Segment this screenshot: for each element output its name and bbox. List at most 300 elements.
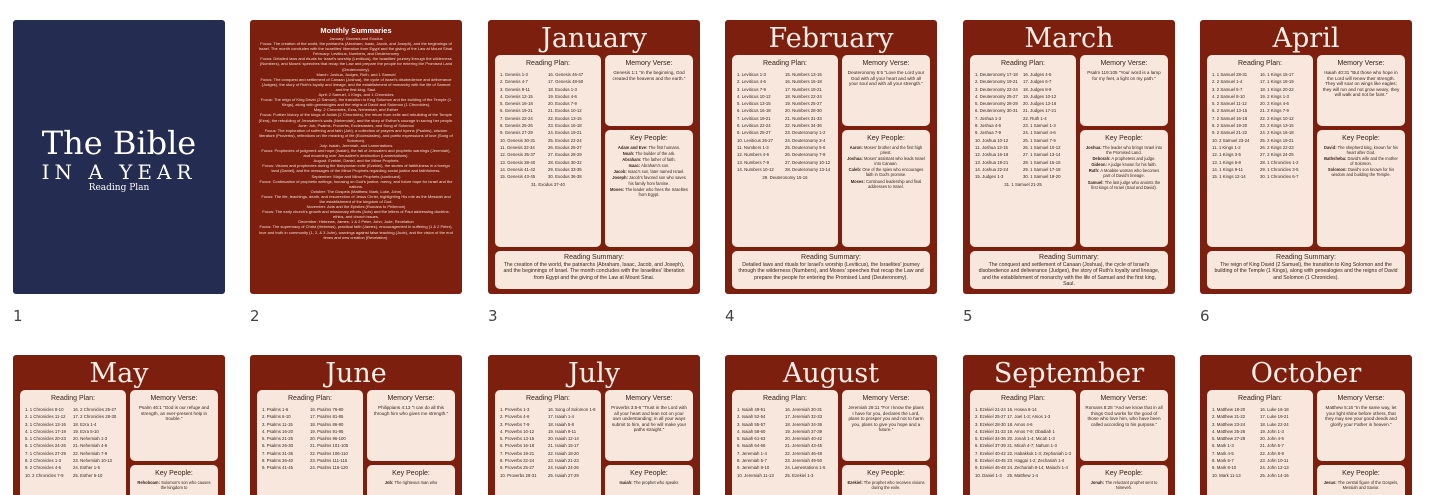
summary-paragraph: Focus: The exploration of suffering and faith (Job), a collection of prayers and hymns (Psalms), wisdom literature (Proverbs), reflections on the meaning of life (Ecclesiastes), and poetic expressions of love (Song of Solomon). [259, 127, 453, 143]
reading-plan-item: 10. Daniel 1-3 [975, 472, 1002, 478]
reading-plan-column [785, 71, 833, 173]
reading-plan-item: 4. Matthew 25-26 [1212, 428, 1246, 434]
cover-title: The Bible [41, 124, 197, 162]
key-people-panel [130, 465, 218, 495]
reading-plan-item: 18. Numbers 22-24 [785, 93, 822, 99]
page-number: 2 [250, 307, 260, 325]
reading-plan-item: 8. Joshua 4-6 [975, 123, 1002, 129]
reading-plan-item: 23. Jeremiah 49-50 [785, 458, 823, 464]
memory-verse-title: Memory Verse: [625, 395, 673, 402]
reading-plan-item: 24. Isaiah 24-26 [548, 465, 579, 471]
reading-plan-item: 14. 1 Kings 9-11 [1212, 166, 1243, 172]
reading-plan-item: 24. Deuteronomy 3-4 [785, 137, 826, 143]
reading-plan-item: 26. Exodus 25-27 [548, 144, 582, 150]
key-person: Jacob: Isaac's son, later named Israel. [613, 169, 685, 175]
reading-plan-item: 8. Psalms 36-40 [262, 458, 294, 464]
reading-plan-columns [970, 402, 1076, 479]
reading-plan-item: 1. 1 Samuel 28-31 [1212, 72, 1248, 77]
reading-plan-item: 18. Exodus 1-3 [548, 86, 577, 92]
reading-plan-title: Reading Plan: [1238, 395, 1282, 402]
reading-plan-item: 5. Matthew 27-28 [1212, 436, 1246, 442]
reading-plan-item: 31. 1 Samuel 21-25 [1004, 182, 1042, 188]
reading-plan-item: 9. Joshua 7-9 [975, 130, 1002, 136]
reading-plan-item: 14. Numbers 10-12 [737, 166, 774, 172]
reading-plan-item: 5. 1 Chronicles 20-23 [25, 436, 66, 442]
reading-plan-item: 1. Matthew 18-20 [1212, 407, 1246, 412]
reading-plan-item: 22. Isaiah 18-20 [548, 450, 579, 456]
reading-plan-item: 6. Mark 1-3 [1212, 443, 1234, 449]
reading-plan-item: 20. Isaiah 12-14 [548, 436, 579, 442]
page-thumbnail-january[interactable] [488, 20, 700, 294]
memory-verse-text: Deuteronomy 6:5 "Love the Lord your God with all your heart and with all your soul and with all your strength." [847, 70, 925, 87]
key-person: Isaiah: The prophet who speaks [619, 480, 679, 485]
reading-plan-panel [495, 390, 601, 495]
memory-verse-text: Psalm 119:105 "Your word is a lamp for my feet, a light on my path." [1087, 70, 1161, 81]
reading-plan-item: 20. Judges 13-16 [1023, 101, 1057, 107]
reading-plan-item: 10. Genesis 30-31 [500, 137, 536, 143]
reading-plan-item: 9. Mark 8-10 [1212, 465, 1237, 471]
reading-plan-item: 2. Proverbs 4-6 [500, 414, 530, 420]
reading-plan-item: 9. 2 Samuel 21-22 [1212, 130, 1248, 136]
reading-plan-item: 25. Matthew 1-4 [1007, 472, 1039, 478]
reading-plan-columns [970, 67, 1076, 180]
memory-verse-title: Memory Verse: [1100, 60, 1148, 67]
reading-plan-item: 22. Ruth 1-4 [1023, 115, 1047, 121]
reading-plan-item: 27. 1 Samuel 13-14 [1023, 152, 1061, 158]
key-person: Joshua: Moses' assistant who leads Israel into Canaan. [847, 156, 925, 167]
reading-plan-columns [495, 67, 601, 180]
reading-plan-item: 9. 2 Chronicles 4-6 [25, 465, 62, 471]
reading-plan-item: 2. Isaiah 52-54 [737, 414, 766, 420]
reading-plan-item: 24. Psalms 116-120 [310, 465, 348, 471]
reading-plan-column [737, 406, 785, 479]
reading-plan-item: 27. Deuteronomy 10-12 [785, 159, 831, 165]
key-person: Rehoboam: Solomon's son who causes the kingdom to [137, 480, 211, 491]
reading-plan-title: Reading Plan: [1001, 395, 1045, 402]
reading-plan-item: 2. Psalms 6-10 [262, 414, 291, 420]
page-number: 1 [13, 307, 23, 325]
reading-plan-item: 20. Psalms 96-100 [310, 436, 346, 442]
reading-summary-panel [1207, 251, 1405, 289]
reading-plan-item: 10. Joshua 10-12 [975, 137, 1009, 143]
reading-plan-item: 4. Proverbs 10-12 [500, 428, 535, 434]
reading-plan-title: Reading Plan: [1001, 60, 1045, 67]
memory-verse-text: Philippians 4:13 "I can do all this through him who gives me strength." [373, 405, 449, 416]
reading-plan-item: 7. Proverbs 19-21 [500, 450, 535, 456]
month-title: May [89, 358, 149, 389]
reading-plan-item: 18. 1 Kings 20-22 [1260, 86, 1294, 92]
reading-plan-item: 1. Genesis 1-3 [500, 72, 528, 77]
reading-plan-columns [732, 402, 838, 479]
summary-paragraph: Focus: Continuation of prophetic writings, focusing on God's justice, mercy, and future hope for Israel and the nations. [259, 178, 453, 189]
key-people-title: Key People: [630, 135, 668, 142]
page-thumbnail-october[interactable] [1200, 355, 1412, 495]
reading-plan-item: 4. 1 Chronicles 17-19 [25, 428, 66, 434]
reading-plan-item: 14. Genesis 41-42 [500, 166, 536, 172]
reading-plan-item: 25. Exodus 22-24 [548, 137, 582, 143]
reading-plan-column [975, 406, 1007, 479]
reading-plan-item: 29. 1 Chronicles 3-5 [1260, 166, 1299, 172]
reading-plan-title: Reading Plan: [526, 395, 570, 402]
reading-plan-columns [20, 402, 126, 479]
reading-plan-item: 11. Numbers 1-3 [737, 144, 769, 150]
reading-plan-item: 4. Leviticus 10-12 [737, 93, 771, 99]
reading-plan-item: 17. Jeremiah 32-33 [785, 414, 823, 420]
reading-plan-item: 12. Joshua 16-18 [975, 152, 1009, 158]
summary-paragraph: April: 2 Samuel, 1 Kings, and 1 Chronicles [318, 92, 394, 98]
reading-plan-item: 24. Zechariah 8-14; Malachi 1-4 [1007, 465, 1068, 471]
reading-plan-column [73, 406, 121, 479]
memory-verse-title: Memory Verse: [1337, 60, 1385, 67]
reading-plan-item: 28. 1 Samuel 15-16 [1023, 159, 1061, 165]
reading-plan-item: 2. Deuteronomy 19-21 [975, 79, 1018, 85]
reading-plan-item: 10. 2 Chronicles 7-9 [25, 472, 64, 478]
reading-plan-item: 9. Proverbs 25-27 [500, 465, 535, 471]
reading-plan-item: 3. Psalms 11-15 [262, 421, 293, 427]
key-person: Ruth: A Moabite woman who becomes part of David's lineage. [1088, 168, 1160, 179]
memory-verse-title: Memory Verse: [625, 60, 673, 67]
summaries-body [258, 36, 454, 290]
page-thumbnail-august[interactable] [725, 355, 937, 495]
reading-plan-item: 25. John 14-16 [1260, 472, 1289, 478]
reading-plan-item: 10. Leviticus 26-27 [737, 137, 774, 143]
reading-plan-item: 3. 1 Chronicles 13-16 [25, 421, 66, 427]
key-people-list [605, 477, 693, 485]
reading-plan-item: 19. Judges 10-12 [1023, 93, 1057, 99]
reading-plan-item: 24. 1 Samuel 4-6 [1023, 130, 1056, 136]
reading-plan-item: 27. 2 Kings 24-25 [1260, 152, 1294, 158]
reading-plan-panel [732, 390, 838, 495]
summary-paragraph: March: Joshua, Judges, Ruth, and 1 Samuel [316, 71, 396, 77]
reading-plan-column [1260, 406, 1308, 479]
reading-plan-title: Reading Plan: [763, 60, 807, 67]
key-people-title: Key People: [1105, 470, 1143, 477]
reading-plan-column [1260, 71, 1308, 180]
page-thumbnail-april[interactable] [1200, 20, 1412, 294]
reading-plan-item: 30. Exodus 36-38 [548, 174, 582, 180]
page-thumbnail-february[interactable] [725, 20, 937, 294]
memory-verse-text: Genesis 1:1 "In the beginning, God created the heavens and the earth." [612, 70, 686, 81]
reading-plan-item: 10. Proverbs 28-31 [500, 472, 537, 478]
summary-paragraph: February: Leviticus, Numbers, and Deuteronomy [312, 51, 400, 57]
reading-plan-item: 17. Psalms 81-85 [310, 414, 344, 420]
reading-plan-item: 23. Isaiah 21-23 [548, 458, 579, 464]
summary-paragraph: Focus: Detailed laws and rituals for Israel's worship (Leviticus), the Israelites' journey through the wilderness (Numbers), and Moses' speeches that recap the Law and prepare the people for entering the Promised Land (Deuteronomy). [259, 56, 453, 72]
reading-plan-item: 12. Numbers 4-6 [737, 152, 770, 158]
reading-plan-item: 1. 1 Chronicles 8-10 [25, 407, 64, 412]
page-thumbnail-july[interactable] [488, 355, 700, 495]
reading-plan-item: 13. Numbers 7-9 [737, 159, 770, 165]
key-person: Caleb: One of the spies who encourages faith in God's promise. [848, 167, 924, 178]
key-person: Moses: The leader who frees the Israelites from Egypt. [610, 186, 688, 197]
reading-summary-panel [970, 251, 1168, 289]
key-people-panel [1080, 465, 1168, 495]
reading-plan-item: 3. Proverbs 7-9 [500, 421, 530, 427]
reading-plan-title: Reading Plan: [51, 395, 95, 402]
reading-plan-column [500, 71, 548, 180]
month-title: October [1250, 358, 1362, 389]
reading-plan-column [1212, 406, 1260, 479]
reading-plan-item: 26. Deuteronomy 7-9 [785, 152, 826, 158]
cover-subtitle: Reading Plan [88, 183, 150, 193]
reading-plan-columns [1207, 402, 1313, 479]
page-thumbnail-may[interactable] [13, 355, 225, 495]
reading-plan-item: 16. 1 Kings 15-17 [1260, 72, 1294, 77]
key-people-list [842, 477, 930, 490]
reading-plan-panel [20, 390, 126, 495]
reading-summary-title: Reading Summary: [1276, 254, 1336, 261]
key-people-title: Key People: [630, 470, 668, 477]
key-person: Noah: The builder of the ark. [622, 151, 676, 157]
page-thumbnail-cover[interactable] [13, 20, 225, 294]
memory-verse-panel [605, 390, 693, 461]
key-people-panel [367, 465, 455, 495]
reading-plan-item: 26. 2 Kings 22-23 [1260, 144, 1294, 150]
reading-plan-item: 18. Jeremiah 34-36 [785, 421, 823, 427]
reading-plan-item: 30. 1 Chronicles 6-7 [1260, 174, 1299, 180]
reading-plan-item: 8. 2 Samuel 19-20 [1212, 123, 1248, 129]
reading-plan-item: 2. Leviticus 4-6 [737, 79, 766, 85]
summary-paragraph: September: Major and Minor Prophets (continued) [311, 173, 401, 179]
reading-plan-item: 28. Deuteronomy 13-14 [785, 166, 831, 172]
reading-plan-item: 23. Psalms 111-115 [310, 458, 348, 464]
month-title: March [1024, 23, 1114, 54]
reading-plan-panel [1207, 55, 1313, 247]
reading-plan-item: 18. Amos 4-6 [1007, 421, 1033, 427]
reading-plan-item: 8. Proverbs 22-24 [500, 458, 535, 464]
reading-plan-item: 1. Proverbs 1-3 [500, 407, 530, 412]
reading-summary-text: The creation of the world, the patriarchs (Abraham, Isaac, Jacob, and Joseph), and the beginnings of Israel. The month concludes with the Israelites' liberation from Egypt and the giving of the Law at Mount Sinai. [503, 262, 685, 281]
key-person: Deborah: A prophetess and judge. [1092, 156, 1156, 162]
reading-plan-item: 8. Ezekiel 43-45 [975, 458, 1006, 464]
page-thumbnail-summaries[interactable] [250, 20, 462, 294]
key-people-title: Key People: [867, 470, 905, 477]
reading-plan-column [25, 406, 73, 479]
reading-plan-column [1023, 71, 1071, 180]
reading-plan-item: 3. Matthew 23-24 [1212, 421, 1246, 427]
reading-plan-item: 21. Micah 4-7; Nahum 1-3 [1007, 443, 1057, 449]
reading-plan-item: 28. Exodus 30-32 [548, 159, 582, 165]
reading-plan-item: 3. Ezekiel 28-30 [975, 421, 1006, 427]
reading-plan-item: 22. Psalms 106-110 [310, 450, 348, 456]
summary-paragraph: Focus: The reign of King David (2 Samuel), the transition to King Solomon and the building of the Temple (1 Kings), along with genealogies and the reigns of David and Solomon (1 Chronicles). [260, 97, 452, 108]
reading-plan-item: 6. 2 Samuel 13-15 [1212, 108, 1248, 114]
reading-plan-item: 4. Isaiah 58-60 [737, 428, 766, 434]
reading-plan-item: 9. Genesis 27-29 [500, 130, 533, 136]
cover-title-sub: IN A YEAR [41, 160, 197, 184]
reading-plan-columns [495, 402, 601, 479]
reading-plan-item: 18. Psalms 86-90 [310, 421, 344, 427]
key-person: Abraham: The father of faith. [622, 157, 676, 163]
reading-plan-item: 24. Lamentations 1-5 [785, 465, 826, 471]
reading-plan-item: 13. 1 Kings 6-8 [1212, 159, 1241, 165]
month-title: June [325, 358, 387, 389]
reading-plan-item: 25. 1 Samuel 7-9 [1023, 137, 1056, 143]
reading-plan-title: Reading Plan: [1238, 60, 1282, 67]
page-thumbnail-june[interactable] [250, 355, 462, 495]
key-people-panel [605, 465, 693, 495]
key-people-panel [842, 130, 930, 247]
reading-plan-item: 9. Psalms 41-45 [262, 465, 294, 471]
reading-plan-item: 19. Jeremiah 37-39 [785, 428, 823, 434]
reading-plan-item: 31. Exodus 37-40 [531, 182, 565, 188]
reading-plan-item: 3. Isaiah 55-57 [737, 421, 766, 427]
key-person: Samuel: The last judge who anoints the first kings of Israel (Saul and David). [1087, 179, 1161, 190]
reading-plan-item: 5. Leviticus 13-15 [737, 101, 771, 107]
memory-verse-panel [130, 390, 218, 461]
reading-plan-item: 21. Judges 17-21 [1023, 108, 1057, 114]
reading-plan-item: 8. Jeremiah 5-7 [737, 458, 767, 464]
reading-plan-item: 2. Genesis 4-7 [500, 79, 528, 85]
reading-plan-panel [1207, 390, 1313, 495]
memory-verse-panel [1080, 55, 1168, 126]
key-people-panel [605, 130, 693, 247]
reading-plan-item: 5. Proverbs 13-15 [500, 436, 535, 442]
reading-plan-item: 19. Exodus 4-6 [548, 93, 577, 99]
reading-plan-item: 23. Exodus 16-18 [548, 123, 582, 129]
key-person: Bathsheba: David's wife and the mother of Solomon. [1324, 156, 1398, 167]
memory-verse-panel [1080, 390, 1168, 461]
reading-plan-panel [732, 55, 838, 247]
reading-plan-item: 20. 2 Kings 4-6 [1260, 101, 1289, 107]
key-people-title: Key People: [155, 470, 193, 477]
reading-plan-item: 22. Nehemiah 7-9 [73, 450, 108, 456]
summary-paragraph: October: The Gospels (Matthew, Mark, Luke, John) [310, 188, 402, 194]
page-thumbnail-march[interactable] [963, 20, 1175, 294]
memory-verse-title: Memory Verse: [862, 60, 910, 67]
key-people-title: Key People: [867, 135, 905, 142]
reading-plan-item: 22. Jeremiah 46-48 [785, 450, 823, 456]
reading-plan-column [500, 406, 548, 479]
key-people-list [1317, 142, 1405, 178]
reading-plan-item: 15. Numbers 13-15 [785, 72, 822, 77]
key-person: Joseph: Jacob's favored son who saves his family from famine. [612, 175, 686, 186]
reading-plan-item: 7. 2 Samuel 16-18 [1212, 115, 1248, 121]
reading-plan-item: 4. Genesis 12-15 [500, 93, 533, 99]
reading-plan-item: 7. 1 Chronicles 27-29 [25, 450, 66, 456]
reading-plan-item: 29. 1 Samuel 17-18 [1023, 166, 1061, 172]
memory-verse-panel [605, 55, 693, 126]
memory-verse-title: Memory Verse: [150, 395, 198, 402]
summary-paragraph: Focus: The conquest and settlement of Canaan (Joshua), the cycle of Israel's disobedience and deliverance (Judges), the story of Ruth's loyalty and lineage, and the establishment of monarchy with the life of Samuel and the first king, Saul. [260, 76, 452, 92]
summary-paragraph: Focus: The life, teachings, death, and resurrection of Jesus Christ, highlighting His role as the Messiah and the establishment of the kingdom of God. [261, 193, 451, 204]
page-number: 3 [488, 307, 498, 325]
reading-plan-item: 4. Deuteronomy 25-27 [975, 93, 1018, 99]
key-person: Moses: Continued leadership and final addresses to Israel. [850, 178, 922, 189]
key-person: Ezekiel: The prophet who receives visions during the exile. [847, 480, 925, 491]
reading-plan-item: 16. Genesis 46-47 [548, 72, 584, 77]
reading-plan-item: 15. 1 Kings 12-14 [1212, 174, 1246, 180]
reading-plan-item: 12. Genesis 35-37 [500, 152, 536, 158]
reading-plan-item: 24. Esther 1-5 [73, 465, 100, 471]
reading-plan-item: 1. Ezekiel 21-24 [975, 407, 1006, 412]
reading-plan-item: 19. John 1-3 [1260, 428, 1284, 434]
reading-plan-item: 23. Haggai 1-2; Zechariah 1-4 [1007, 458, 1065, 464]
reading-plan-item: 7. Psalms 31-35 [262, 450, 294, 456]
reading-plan-item: 9. Ezekiel 46-48 [975, 465, 1006, 471]
reading-plan-item: 13. Genesis 38-40 [500, 159, 536, 165]
reading-plan-item: 11. 1 Kings 1-2 [1212, 144, 1241, 150]
reading-plan-item: 8. Mark 6-7 [1212, 458, 1234, 464]
page-number: 5 [963, 307, 973, 325]
summary-paragraph: November: Acts and the Epistles (Romans to Philemon) [306, 204, 406, 210]
reading-plan-item: 18. Judges 8-9 [1023, 86, 1052, 92]
reading-plan-item: 10. 2 Samuel 23-24 [1212, 137, 1250, 143]
reading-summary-text: The conquest and settlement of Canaan (Joshua), the cycle of Israel's disobedience and deliverance (Judges), the story of Ruth's loyalty and lineage, and the establishment of monarchy with the life of Samuel and the first king, Saul. [978, 262, 1160, 288]
reading-plan-item: 15. Genesis 43-45 [500, 174, 536, 180]
reading-plan-item: 2. Matthew 21-22 [1212, 414, 1246, 420]
reading-plan-item: 3. Deuteronomy 22-24 [975, 86, 1018, 92]
reading-plan-item: 21. Isaiah 15-17 [548, 443, 579, 449]
reading-plan-item: 7. Ezekiel 40-42 [975, 450, 1006, 456]
summary-paragraph: July: Isaiah, Jeremiah, and Lamentations [319, 142, 393, 148]
reading-plan-item: 9. Leviticus 25-27 [737, 130, 771, 136]
key-person: Joshua: The leader who brings Israel into the Promised Land. [1085, 145, 1163, 156]
reading-plan-panel [495, 55, 601, 247]
reading-plan-item: 23. 1 Samuel 1-3 [1023, 123, 1056, 129]
page-thumbnail-september[interactable] [963, 355, 1175, 495]
reading-plan-item: 6. Ezekiel 37-39 [975, 443, 1006, 449]
reading-summary-title: Reading Summary: [1039, 254, 1099, 261]
reading-plan-item: 3. 2 Samuel 5-7 [1212, 86, 1243, 92]
reading-plan-item: 16. Judges 4-5 [1023, 72, 1052, 77]
reading-plan-item: 20. John 4-5 [1260, 436, 1284, 442]
reading-summary-text: The reign of King David (2 Samuel), the transition to King Solomon and the building of the Temple (1 Kings), along with genealogies and the reigns of David and Solomon (1 Chronicles). [1214, 262, 1398, 281]
summary-paragraph: June: Job, Psalms, Proverbs, Ecclesiastes, and Song of Solomon [297, 122, 415, 128]
reading-plan-item: 22. Exodus 13-15 [548, 115, 582, 121]
reading-plan-item: 16. Jeremiah 30-31 [785, 407, 823, 412]
reading-plan-column [310, 406, 358, 472]
reading-plan-item: 25. Deuteronomy 5-6 [785, 144, 826, 150]
reading-plan-item: 19. Amos 7-9; Obadiah 1 [1007, 428, 1055, 434]
key-people-panel [1080, 130, 1168, 247]
reading-plan-item: 5. Ezekiel 34-36 [975, 436, 1006, 442]
reading-plan-item: 26. 1 Samuel 10-12 [1023, 144, 1061, 150]
reading-summary-panel [495, 251, 693, 289]
reading-plan-item: 3. Leviticus 7-9 [737, 86, 766, 92]
reading-plan-item: 7. Joshua 1-3 [975, 115, 1002, 121]
memory-verse-title: Memory Verse: [1337, 395, 1385, 402]
summary-paragraph: May: 2 Chronicles, Ezra, Nehemiah, and Esther [313, 107, 399, 113]
key-person: Job: The righteous man who [384, 480, 438, 485]
reading-plan-item: 21. Numbers 31-33 [785, 115, 822, 121]
memory-verse-panel [842, 55, 930, 126]
reading-plan-item: 18. Isaiah 5-8 [548, 421, 575, 427]
reading-plan-column [785, 406, 833, 479]
reading-plan-item: 29. Deuteronomy 15-16 [762, 175, 808, 181]
reading-plan-item: 22. John 8-9 [1260, 450, 1284, 456]
month-title: January [541, 23, 647, 54]
reading-plan-item: 16. Luke 16-18 [1260, 407, 1289, 412]
key-person: Solomon: David's son known for his wisdom and building the Temple. [1327, 167, 1395, 178]
reading-plan-item: 17. 1 Kings 18-19 [1260, 79, 1294, 85]
month-title: September [993, 358, 1145, 389]
reading-plan-item: 6. Psalms 26-30 [262, 443, 294, 449]
reading-plan-item: 16. Song of Solomon 1-8 [548, 407, 596, 412]
reading-plan-item: 1. Psalms 1-5 [262, 407, 289, 412]
memory-verse-title: Memory Verse: [387, 395, 435, 402]
reading-plan-item: 5. Deuteronomy 28-29 [975, 101, 1018, 107]
reading-plan-item: 2. Ezekiel 25-27 [975, 414, 1006, 420]
memory-verse-title: Memory Verse: [862, 395, 910, 402]
reading-plan-item: 23. Nehemiah 10-13 [73, 458, 112, 464]
reading-plan-item: 22. Habakkuk 1-3; Zephaniah 1-3 [1007, 450, 1071, 456]
reading-plan-item: 22. 2 Kings 10-12 [1260, 115, 1294, 121]
reading-plan-item: 17. Joel 1-3; Amos 1-3 [1007, 414, 1051, 420]
key-person: Aaron: Moses' brother and the first high priest. [849, 145, 923, 156]
reading-plan-item: 8. Leviticus 22-24 [737, 123, 771, 129]
reading-plan-item: 25. Esther 6-10 [73, 472, 103, 478]
